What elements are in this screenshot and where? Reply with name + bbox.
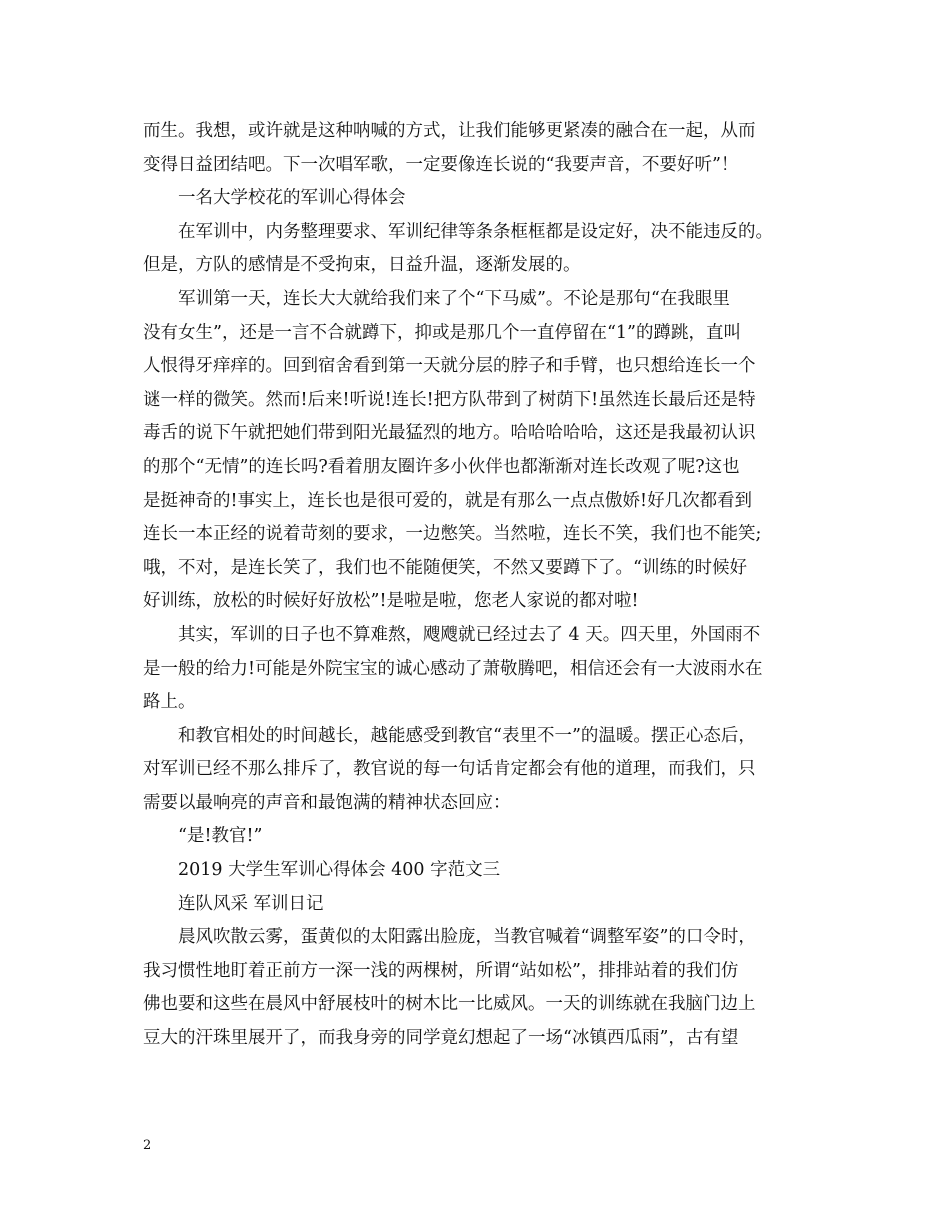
text-line: 军训第一天，连长大大就给我们来了个“下马威”。不论是那句“在我眼里 (178, 288, 730, 309)
text-line: 哦，不对，是连长笑了，我们也不能随便笑，不然又要蹲下了。“训练的时候好 (143, 557, 747, 578)
text-line: 没有女生”，还是一言不合就蹲下，抑或是那几个一直停留在“1”的蹲跳，直叫 (143, 322, 741, 343)
text-line: 我习惯性地盯着正前方一深一浅的两棵树，所谓“站如松”，排排站着的我们仿 (143, 960, 739, 981)
section-heading: 2019 大学生军训心得体会 400 字范文三 (178, 860, 501, 881)
section-heading: 一名大学校花的军训心得体会 (178, 188, 406, 209)
text-line: 好训练，放松的时候好好放松”!是啦是啦，您老人家说的都对啦! (143, 591, 639, 612)
text-line: 变得日益团结吧。下一次唱军歌，一定要像连长说的“我要声音，不要好听”！ (143, 154, 739, 175)
text-line: 佛也要和这些在晨风中舒展枝叶的树木比一比威风。一天的训练就在我脑门边上 (143, 994, 756, 1015)
section-subheading: 连队风采 军训日记 (178, 893, 324, 914)
text-line: 是一般的给力!可能是外院宝宝的诚心感动了萧敬腾吧，相信还会有一大波雨水在 (143, 658, 763, 679)
text-line: 连长一本正经的说着苛刻的要求，一边憋笑。当然啦，连长不笑，我们也不能笑; (143, 524, 762, 545)
text-line: 是挺神奇的!事实上，连长也是很可爱的，就是有那么一点点傲娇!好几次都看到 (143, 490, 753, 511)
text-line: 毒舌的说下午就把她们带到阳光最猛烈的地方。哈哈哈哈哈，这还是我最初认识 (143, 423, 756, 444)
text-line: 需要以最响亮的声音和最饱满的精神状态回应： (143, 792, 511, 813)
text-line: 和教官相处的时间越长，越能感受到教官“表里不一”的温暖。摆正心态后， (178, 725, 756, 746)
text-line: 晨风吹散云雾，蛋黄似的太阳露出脸庞，当教官喊着“调整军姿”的口令时， (178, 927, 756, 948)
quote-line: “是!教官!” (178, 826, 263, 847)
text-line: 而生。我想，或许就是这种呐喊的方式，让我们能够更紧凑的融合在一起，从而 (143, 121, 756, 141)
text-line: 其实，军训的日子也不算难熬，飕飕就已经过去了 4 天。四天里，外国雨不 (178, 624, 761, 645)
text-line: 的那个“无情”的连长吗?看着朋友圈许多小伙伴也都渐渐对连长改观了呢?这也 (143, 456, 740, 477)
text-line: 路上。 (143, 692, 196, 713)
text-line: 对军训已经不那么排斥了，教官说的每一句话肯定都会有他的道理，而我们，只 (143, 759, 756, 780)
document-body (143, 115, 813, 1056)
text-line: 豆大的汗珠里展开了，而我身旁的同学竟幻想起了一场“冰镇西瓜雨”，古有望 (143, 1028, 739, 1049)
text-line: 但是，方队的感情是不受拘束，日益升温，逐渐发展的。 (143, 255, 581, 276)
page-number: 2 (143, 1138, 152, 1153)
text-line: 人恨得牙痒痒的。回到宿舍看到第一天就分层的脖子和手臂，也只想给连长一个 (143, 356, 756, 377)
text-line: 在军训中，内务整理要求、军训纪律等条条框框都是设定好，决不能违反的。 (178, 221, 773, 242)
text-line: 谜一样的微笑。然而!后来!听说!连长!把方队带到了树荫下!虽然连长最后还是特 (143, 389, 756, 410)
